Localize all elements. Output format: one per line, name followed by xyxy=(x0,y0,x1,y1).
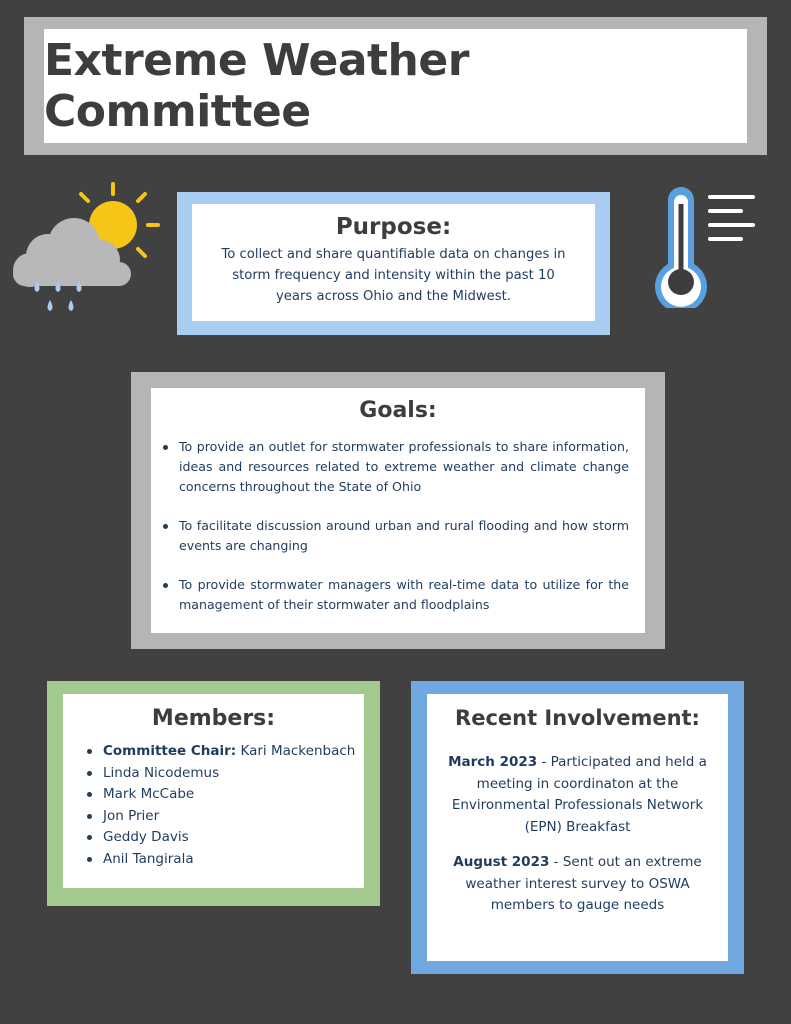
bullet-icon xyxy=(87,814,92,819)
member-chair xyxy=(87,741,364,763)
list-item: Anil Tangirala xyxy=(87,849,364,871)
thermometer-icon xyxy=(645,180,760,308)
recent-involvement-panel xyxy=(427,694,728,961)
chair-role: Committee Chair: xyxy=(103,743,237,759)
event-date: March 2023 xyxy=(448,754,538,770)
members-panel xyxy=(63,694,364,888)
bullet-icon xyxy=(87,835,92,840)
title-banner xyxy=(24,17,767,155)
bullet-icon xyxy=(163,524,168,529)
list-item: To facilitate discussion around urban and rural flooding and how storm events are changing xyxy=(163,516,629,556)
members-list xyxy=(87,741,364,870)
list-item: Linda Nicodemus xyxy=(87,763,364,785)
members-section xyxy=(47,681,380,906)
sun-cloud-rain-icon xyxy=(8,178,166,326)
purpose-panel xyxy=(192,204,595,321)
bullet-icon xyxy=(87,792,92,797)
bullet-icon xyxy=(87,857,92,862)
purpose-heading: Purpose: xyxy=(335,214,452,240)
purpose-text: To collect and share quantifiable data on changes in storm frequency and intensity within the past 10 years across Ohio and the Midwest. xyxy=(221,247,566,304)
members-heading: Members: xyxy=(151,706,276,731)
event-item xyxy=(427,752,728,838)
list-item: To provide an outlet for stormwater professionals to share information, ideas and resources related to extreme weather and climate change concerns throughout the State of Ohio xyxy=(163,437,629,497)
event-text: - Sent out an extreme weather interest survey to OSWA members to gauge needs xyxy=(465,854,702,913)
title-panel xyxy=(44,29,747,143)
recent-involvement-heading: Recent Involvement: xyxy=(455,706,700,730)
purpose-section xyxy=(177,192,610,335)
goals-section xyxy=(131,372,665,649)
event-date: August 2023 xyxy=(453,854,550,870)
bullet-icon xyxy=(163,445,168,450)
bullet-icon xyxy=(87,749,92,754)
goals-panel xyxy=(151,388,645,633)
goals-heading: Goals: xyxy=(359,398,437,423)
page-title: Extreme Weather Committee xyxy=(44,35,469,137)
event-text: - Participated and held a meeting in coordinaton at the Environmental Professionals Network (EPN) Breakfast xyxy=(451,754,707,835)
list-item: Geddy Davis xyxy=(87,827,364,849)
bullet-icon xyxy=(163,583,168,588)
goals-list xyxy=(163,437,629,615)
chair-name: Kari Mackenbach xyxy=(236,743,356,759)
event-item xyxy=(427,852,728,917)
recent-involvement-section xyxy=(411,681,744,974)
list-item: Mark McCabe xyxy=(87,784,364,806)
list-item: Jon Prier xyxy=(87,806,364,828)
bullet-icon xyxy=(87,771,92,776)
list-item: To provide stormwater managers with real-time data to utilize for the management of their stormwater and floodplains xyxy=(163,575,629,615)
